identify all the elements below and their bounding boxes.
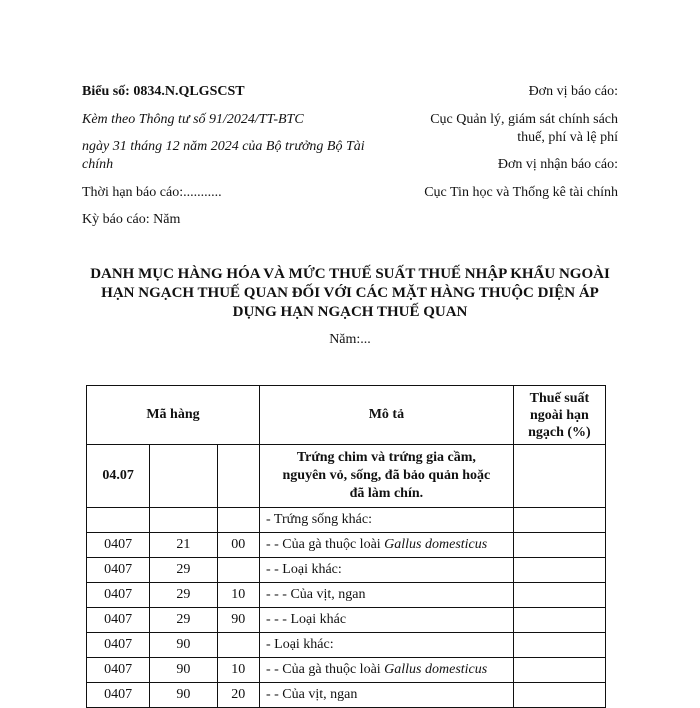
heading-code-cell: 0407 <box>87 633 150 658</box>
description-cell <box>259 558 513 583</box>
subheading-code-cell: 90 <box>150 658 217 683</box>
reporting-unit-line2: thuế, phí và lệ phí <box>517 130 618 145</box>
header-rate <box>513 386 605 445</box>
group-description <box>259 445 513 508</box>
header-rate-line2: ngoài hạn <box>530 407 589 423</box>
rate-cell <box>513 558 605 583</box>
description-cell <box>259 508 513 533</box>
subheading-code-cell: 29 <box>150 583 217 608</box>
group-desc-line1: Trứng chim và trứng gia cầm, <box>296 450 476 465</box>
description-text: - - Loại khác: <box>265 562 342 577</box>
heading-code-cell: 0407 <box>87 583 150 608</box>
subheading-code-cell: 90 <box>150 633 217 658</box>
description-cell <box>259 533 513 558</box>
description-text: - - Của gà thuộc loài <box>265 537 385 552</box>
heading-code-cell: 0407 <box>87 683 150 708</box>
description-text: - Trứng sống khác: <box>265 512 372 527</box>
rate-cell <box>513 508 605 533</box>
reporting-unit-label: Đơn vị báo cáo: <box>528 84 618 99</box>
description-text: - Loại khác: <box>265 637 334 652</box>
empty-cell <box>217 445 259 508</box>
attached-date-line2: chính <box>82 157 114 172</box>
receiving-unit: Cục Tin học và Thống kê tài chính <box>424 185 618 200</box>
description-cell <box>259 683 513 708</box>
document-title <box>70 265 630 322</box>
heading-code-cell: 0407 <box>87 608 150 633</box>
description-cell <box>259 633 513 658</box>
heading-code-cell: 0407 <box>87 558 150 583</box>
rate-cell <box>513 633 605 658</box>
receiving-unit-label: Đơn vị nhận báo cáo: <box>497 157 618 172</box>
subheading-code-cell: 29 <box>150 608 217 633</box>
group-code: 04.07 <box>87 445 150 508</box>
title-line-2: HẠN NGẠCH THUẾ QUAN ĐỐI VỚI CÁC MẶT HÀNG THUỘC DIỆN ÁP <box>101 285 599 301</box>
subheading-code-cell: 90 <box>150 683 217 708</box>
species-name: Gallus domesticus <box>384 537 488 552</box>
description-cell <box>259 658 513 683</box>
subheading-code-cell <box>150 508 217 533</box>
group-desc-line2: nguyên vỏ, sống, đã bảo quản hoặc <box>282 468 491 483</box>
table-row <box>87 633 606 658</box>
description-cell <box>259 608 513 633</box>
table-row <box>87 533 606 558</box>
rate-cell <box>513 583 605 608</box>
rate-cell <box>513 445 605 508</box>
heading-code-cell: 0407 <box>87 658 150 683</box>
description-text: - - - Của vịt, ngan <box>265 587 366 602</box>
subheading-code-cell: 21 <box>150 533 217 558</box>
table-row <box>87 608 606 633</box>
description-text: - - Của vịt, ngan <box>265 687 358 702</box>
header-rate-line1: Thuế suất <box>529 390 590 406</box>
tariff-table <box>86 385 606 708</box>
description-cell <box>259 583 513 608</box>
subheading-code-cell: 29 <box>150 558 217 583</box>
rate-cell <box>513 683 605 708</box>
suffix-code-cell: 10 <box>217 583 259 608</box>
reporting-unit-line1: Cục Quản lý, giám sát chính sách <box>430 112 618 127</box>
description-text: - - Của gà thuộc loài <box>265 662 385 677</box>
table-row <box>87 445 606 508</box>
table-row <box>87 558 606 583</box>
species-name: Gallus domesticus <box>384 662 488 677</box>
report-year: Năm:... <box>329 332 371 347</box>
table-row <box>87 683 606 708</box>
title-line-1: DANH MỤC HÀNG HÓA VÀ MỨC THUẾ SUẤT THUẾ NHẬP KHẨU NGOÀI <box>90 266 610 282</box>
suffix-code-cell: 00 <box>217 533 259 558</box>
suffix-code-cell: 90 <box>217 608 259 633</box>
report-period: Kỳ báo cáo: Năm <box>82 212 181 227</box>
group-desc-line3: đã làm chín. <box>349 486 424 501</box>
header-rate-line3: ngạch (%) <box>528 424 591 440</box>
rate-cell <box>513 533 605 558</box>
empty-cell <box>150 445 217 508</box>
header-code: Mã hàng <box>87 386 260 445</box>
table-row <box>87 583 606 608</box>
suffix-code-cell: 10 <box>217 658 259 683</box>
suffix-code-cell: 20 <box>217 683 259 708</box>
attached-date-line1: ngày 31 tháng 12 năm 2024 của Bộ trưởng Bộ Tài <box>82 139 365 154</box>
description-text: - - - Loại khác <box>265 612 347 627</box>
attached-circular: Kèm theo Thông tư số 91/2024/TT-BTC <box>82 112 304 127</box>
heading-code-cell <box>87 508 150 533</box>
suffix-code-cell <box>217 508 259 533</box>
table-row <box>87 658 606 683</box>
form-number: Biểu số: 0834.N.QLGSCST <box>82 84 245 99</box>
table-header-row <box>87 386 606 445</box>
rate-cell <box>513 608 605 633</box>
table-row <box>87 508 606 533</box>
heading-code-cell: 0407 <box>87 533 150 558</box>
suffix-code-cell <box>217 633 259 658</box>
title-line-3: DỤNG HẠN NGẠCH THUẾ QUAN <box>232 304 468 320</box>
report-deadline: Thời hạn báo cáo:........... <box>82 185 222 200</box>
rate-cell <box>513 658 605 683</box>
header-description: Mô tả <box>259 386 513 445</box>
suffix-code-cell <box>217 558 259 583</box>
